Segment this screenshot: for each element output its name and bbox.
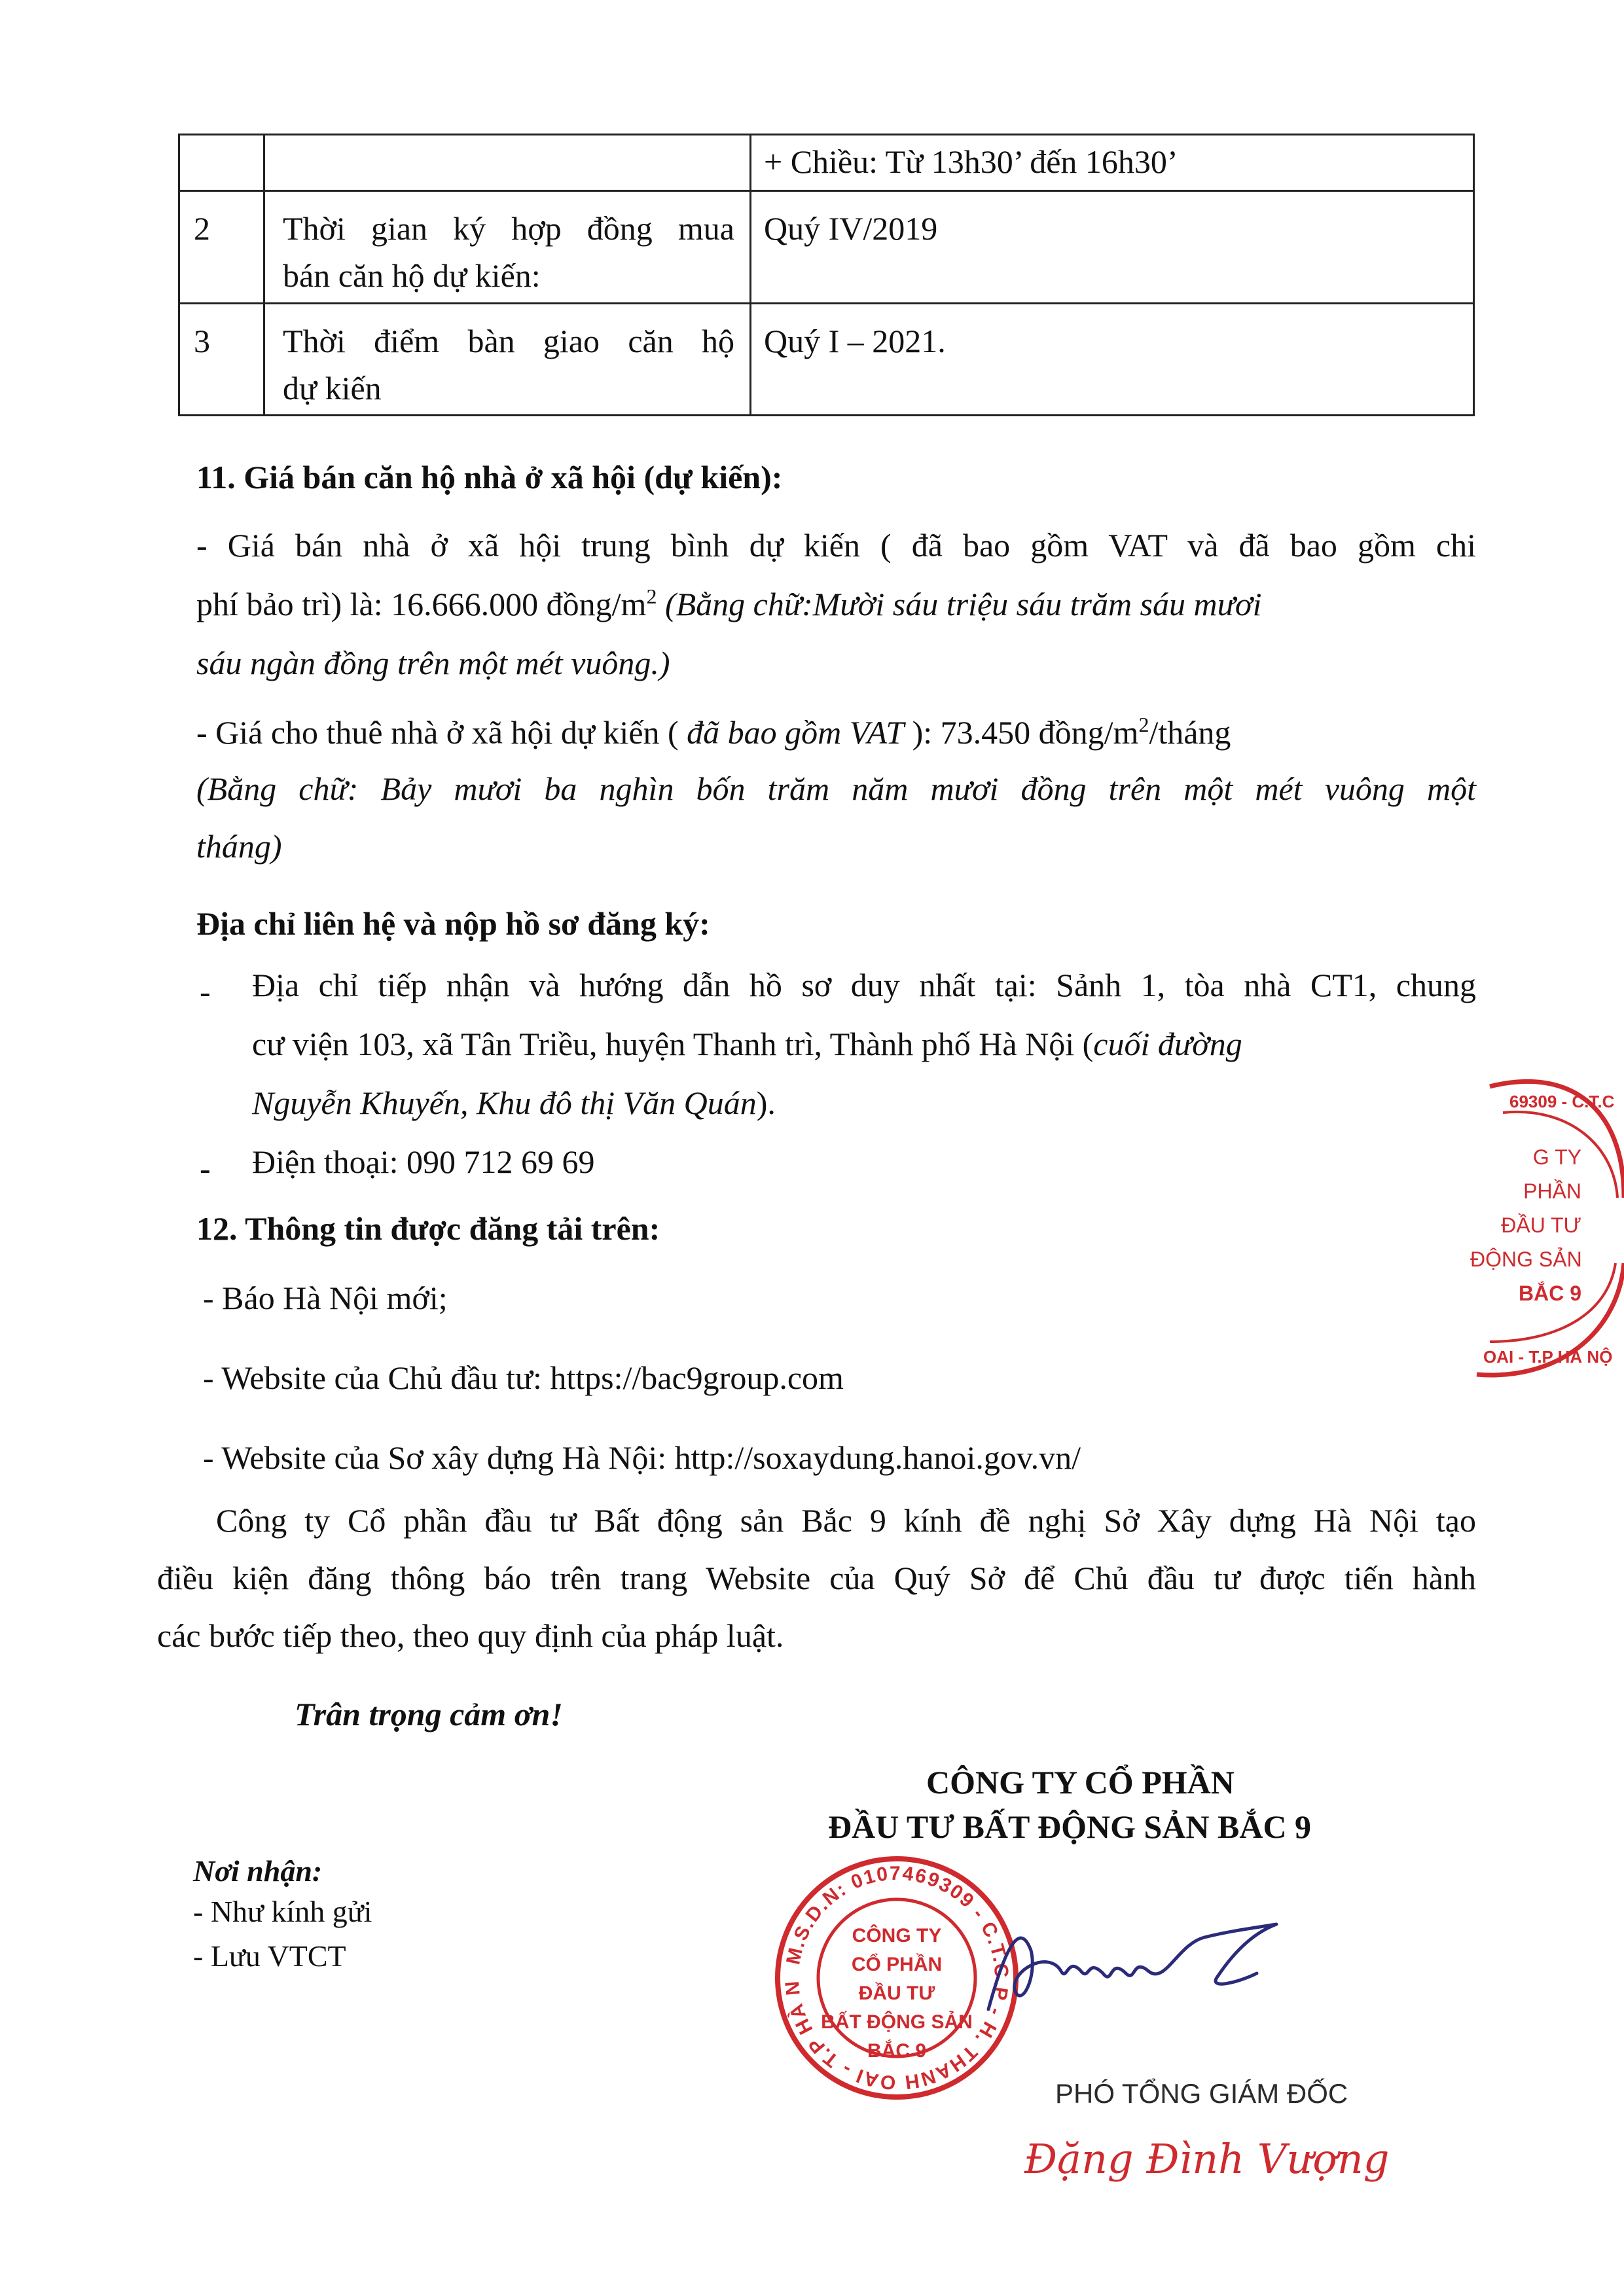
side-stamp-top-text: 69309 - C.T.C — [1509, 1092, 1615, 1111]
svg-text:M.S.D.N: 0107469309 - C.T.C.P: M.S.D.N: 0107469309 - C.T.C.P - H. THANH OAI - T.P HÀ N — [781, 1862, 1013, 2094]
table-cell-value: + Chiều: Từ 13h30’ đến 16h30’ — [764, 143, 1178, 180]
table-row — [764, 145, 1178, 178]
bullet: - — [200, 973, 211, 1010]
closing-line: Công ty Cổ phần đầu tư Bất động sản Bắc 9 kính đề nghị Sở Xây dựng Hà Nội tạo — [216, 1502, 1476, 1539]
side-stamp-center-text: G TY PHẦN ĐẦU TƯ ĐỘNG SẢN BẮC 9 — [1470, 1145, 1582, 1305]
company-name-line: ĐẦU TƯ BẤT ĐỘNG SẢN BẮC 9 — [828, 1808, 1312, 1845]
bullet: - — [200, 1150, 211, 1187]
schedule-table — [178, 134, 1475, 416]
table-cell-item: Thời gian ký hợp đồng mua — [283, 210, 734, 247]
section-11-heading: 11. Giá bán căn hộ nhà ở xã hội (dự kiến): — [196, 459, 783, 495]
address-line: Nguyễn Khuyến, Khu đô thị Văn Quán). — [252, 1085, 776, 1121]
rent-paragraph-line: tháng) — [196, 828, 282, 865]
list-item: - Website của Sơ xây dựng Hà Nội: http://soxaydung.hanoi.gov.vn/ — [203, 1439, 1081, 1476]
recipients-heading: Nơi nhận: — [193, 1854, 323, 1888]
table-cell-value: Quý I – 2021. — [764, 323, 946, 359]
recipient-item: - Lưu VTCT — [193, 1939, 346, 1973]
phone-line: Điện thoại: 090 712 69 69 — [252, 1143, 595, 1180]
list-item: - Website của Chủ đầu tư: https://bac9group.com — [203, 1359, 844, 1396]
section-12-heading: 12. Thông tin được đăng tải trên: — [196, 1210, 660, 1247]
price-paragraph-line: - Giá bán nhà ở xã hội trung bình dự kiến ( đã bao gồm VAT và đã bao gồm chi — [196, 527, 1476, 564]
list-item: - Báo Hà Nội mới; — [203, 1280, 448, 1316]
closing-line: điều kiện đăng thông báo trên trang Website của Quý Sở để Chủ đầu tư được tiến hành — [157, 1560, 1476, 1596]
rent-paragraph-line: - Giá cho thuê nhà ở xã hội dự kiến ( đã bao gồm VAT ): 73.450 đồng/$m^2$/tháng — [196, 713, 1231, 751]
rent-paragraph-line: (Bằng chữ: Bảy mươi ba nghìn bốn trăm năm mươi đồng trên một mét vuông một — [196, 770, 1476, 807]
table-row-number: 2 — [194, 210, 210, 247]
thanks-line: Trân trọng cảm ơn! — [295, 1696, 563, 1732]
address-line: cư viện 103, xã Tân Triều, huyện Thanh trì, Thành phố Hà Nội (cuối đường — [252, 1026, 1242, 1062]
price-paragraph-line: phí bảo trì) là: 16.666.000 đồng/$m^2$ (Bằng chữ:Mười sáu triệu sáu trăm sáu mươi — [196, 584, 1262, 622]
table-cell-value: Quý IV/2019 — [764, 210, 938, 247]
table-cell-item: bán căn hộ dự kiến: — [283, 257, 541, 294]
side-stamp — [1464, 1067, 1624, 1381]
price-paragraph-line: sáu ngàn đồng trên một mét vuông.) — [196, 645, 670, 681]
table-cell-item: Thời điểm bàn giao căn hộ — [283, 323, 734, 359]
recipient-item: - Như kính gửi — [193, 1895, 372, 1928]
table-cell-item: dự kiến — [283, 370, 382, 406]
signer-name: Đặng Đình Vượng — [1024, 2135, 1390, 2183]
stamp-center-text: CÔNG TY CỔ PHẦN ĐẦU TƯ BẤT ĐỘNG SẢN BẮC 9 — [821, 1925, 973, 2062]
contact-heading: Địa chỉ liên hệ và nộp hồ sơ đăng ký: — [196, 905, 710, 942]
company-name-line: CÔNG TY CỔ PHẦN — [926, 1764, 1235, 1801]
signer-title: PHÓ TỔNG GIÁM ĐỐC — [1055, 2078, 1348, 2109]
address-line: Địa chỉ tiếp nhận và hướng dẫn hồ sơ duy nhất tại: Sảnh 1, tòa nhà CT1, chung — [252, 967, 1476, 1003]
handwritten-signature — [969, 1911, 1283, 2029]
closing-line: các bước tiếp theo, theo quy định của pháp luật. — [157, 1617, 784, 1654]
side-stamp-bottom-text: OAI - T.P HÀ NỘ — [1483, 1347, 1613, 1367]
table-row-number: 3 — [194, 323, 210, 359]
